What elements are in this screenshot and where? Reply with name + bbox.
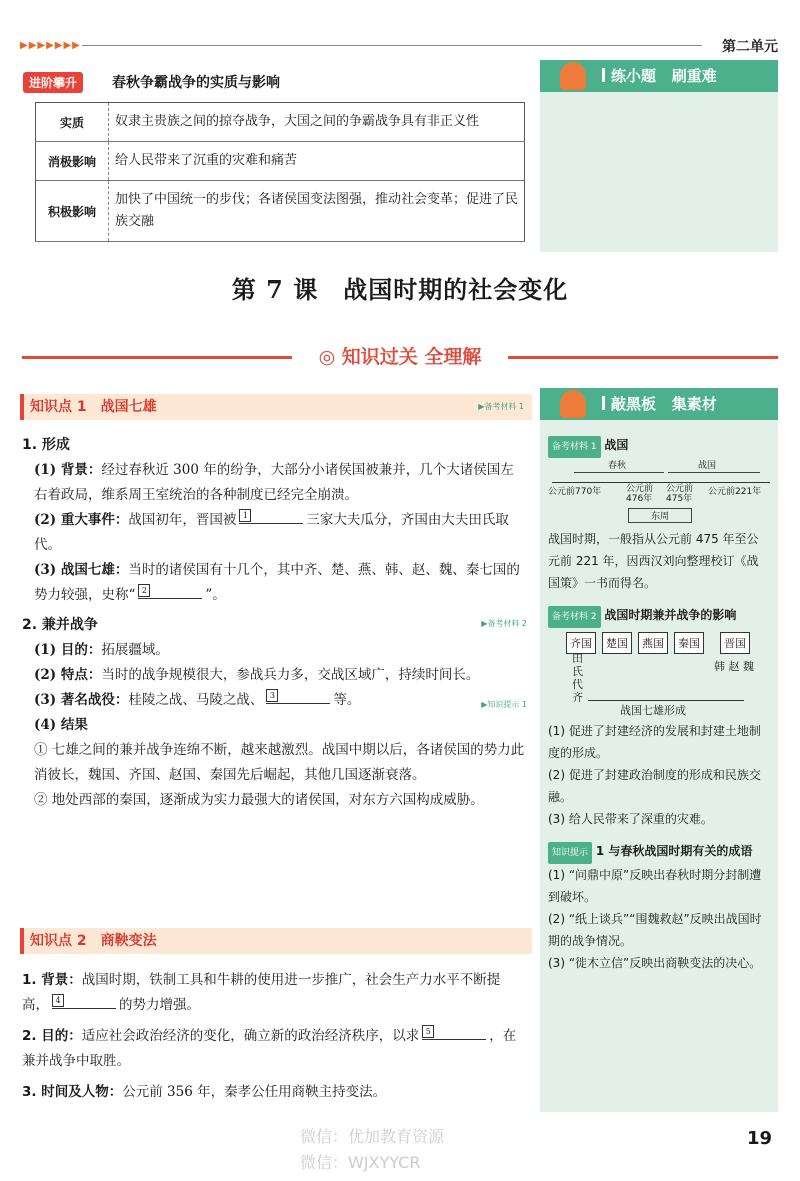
kp2-b1 — [22, 968, 527, 1018]
label: 3. 时间及人物： — [22, 1084, 123, 1100]
practice-panel-header — [540, 60, 778, 92]
text: 三家大夫瓜分，齐国由大夫田氏取代。 — [34, 512, 509, 553]
chunqiu-brace — [574, 472, 664, 473]
text: 桂陵之战、马陵之战、 — [128, 692, 264, 708]
state-chu: 楚国 — [602, 632, 632, 654]
tip-heading — [548, 840, 770, 864]
unit-label: 第二单元 — [722, 39, 778, 55]
state-qi: 齐国 — [566, 632, 596, 654]
banner-line-left — [22, 356, 292, 359]
text: 的势力增强。 — [119, 997, 200, 1013]
kp1-p1 — [22, 458, 527, 508]
blank-number: 2 — [138, 584, 150, 597]
row-body: 给人民带来了沉重的灾难和痛苦 — [109, 142, 525, 181]
text: 公元前 356 年，秦孝公任用商鞅主持变法。 — [122, 1084, 387, 1100]
kp1-p3 — [22, 558, 527, 608]
timeline-t4: 公元前221年 — [708, 487, 762, 497]
side-panel-header — [540, 388, 778, 420]
m1-title: 战国 — [604, 438, 629, 452]
side-subtitle: 集素材 — [671, 395, 717, 413]
label: (1) 背景： — [34, 462, 102, 478]
header-divider — [82, 45, 702, 46]
timeline-chunqiu: 春秋 — [608, 461, 627, 471]
practice-panel — [540, 60, 778, 252]
blank-2[interactable] — [138, 584, 202, 599]
advanced-badge: 进阶攀升 — [23, 72, 83, 93]
section-banner — [300, 342, 500, 369]
side-title: 敲黑板 — [611, 395, 657, 413]
text: 当时的诸侯国有十几个，其中齐、楚、燕、韩、赵、魏、秦七国的势力较强，史称“ — [34, 562, 520, 603]
formed-label: 战国七雄形成 — [620, 704, 686, 717]
label: 2. 目的： — [22, 1028, 82, 1044]
teacher-icon — [560, 390, 586, 418]
text: 当时的战争规模很大，参战兵力多，交战区域广，持续时间长。 — [101, 667, 480, 683]
m2-title: 战国时期兼并战争的影响 — [604, 608, 737, 622]
blank-1[interactable] — [239, 509, 303, 524]
advanced-table — [35, 102, 525, 242]
text: 战国初年，晋国被 — [128, 512, 237, 528]
practice-subtitle: 刷重难 — [671, 67, 717, 85]
label: (3) 战国七雄： — [34, 562, 129, 578]
m2-item: (2) 促进了封建政治制度的形成和民族交融。 — [548, 768, 761, 804]
timeline-zhanguo: 战国 — [698, 461, 717, 471]
side-content — [540, 420, 778, 974]
practice-title: 练小题 — [611, 67, 657, 85]
label: 1. 背景： — [22, 972, 82, 988]
kp1-w3 — [22, 688, 527, 713]
banner-swirl-icon: ◎ — [318, 346, 336, 368]
timeline-axis — [552, 482, 770, 483]
kp1-s2-row — [22, 614, 527, 634]
side-panel — [540, 388, 778, 1112]
row-body: 加快了中国统一的步伐；各诸侯国变法图强，推动社会变革；促进了民族交融 — [109, 181, 525, 242]
kp1-w2 — [22, 663, 527, 688]
kp1-s1-title: 1. 形成 — [22, 437, 70, 453]
text: 适应社会政治经济的变化，确立新的政治经济秩序，以求 — [81, 1028, 420, 1044]
header-decoration: ▶▶▶▶▶▶▶ — [20, 40, 81, 51]
timeline-t3: 公元前475年 — [666, 484, 694, 504]
merge-line — [588, 700, 744, 701]
kp2-title: 知识点 2 商鞅变法 — [30, 933, 157, 949]
m1-text: 战国时期，一般指从公元前 475 年至公元前 221 年，因西汉刘向整理校订《战国策》一书而得名。 — [548, 532, 759, 590]
timeline-t2: 公元前476年 — [626, 484, 654, 504]
student-icon — [560, 62, 586, 90]
divider-bar-icon — [602, 68, 605, 82]
kp2-b2 — [22, 1024, 527, 1074]
state-qin: 秦国 — [674, 632, 704, 654]
text: 拓展疆域。 — [101, 642, 169, 658]
label: (2) 特点： — [34, 667, 102, 683]
label: (2) 重大事件： — [34, 512, 129, 528]
page-number: 19 — [746, 1128, 772, 1149]
state-yan: 燕国 — [638, 632, 668, 654]
kp1-p2 — [22, 508, 527, 558]
states-diagram — [548, 628, 770, 720]
label: (1) 目的： — [34, 642, 102, 658]
kp1-w1 — [22, 638, 527, 663]
blank-number: 4 — [52, 994, 64, 1007]
kp2-body — [22, 968, 527, 1105]
table-row — [36, 142, 525, 181]
timeline-dongzhou: 东周 — [628, 508, 692, 523]
banner-line-right — [508, 356, 778, 359]
kp1-title: 知识点 1 战国七雄 — [30, 399, 157, 415]
label: (3) 著名战役： — [34, 692, 129, 708]
tip-title: 1 与春秋战国时期有关的成语 — [595, 844, 753, 858]
kp2-b3 — [22, 1080, 527, 1105]
kp1-w3-tip: ▶知识提示 1 — [481, 700, 527, 709]
m1-tag: 备考材料 1 — [548, 436, 601, 458]
kp1-body — [22, 434, 527, 813]
m2-tag: 备考材料 2 — [548, 606, 601, 628]
text: ，在兼并战争中取胜。 — [22, 1028, 517, 1069]
tip-item: (2) “纸上谈兵”“围魏救赵”反映出战国时期的战争情况。 — [548, 912, 762, 948]
blank-number: 1 — [239, 509, 251, 522]
m2-item: (3) 给人民带来了深重的灾难。 — [548, 812, 713, 826]
tianshi-label: 田氏代齐 — [572, 652, 583, 704]
kp1-header — [20, 394, 532, 420]
state-jin: 晋国 — [720, 632, 750, 654]
blank-5[interactable] — [422, 1025, 486, 1040]
kp1-r2: ② 地处西部的秦国，逐渐成为实力最强大的诸侯国，对东方六国构成威胁。 — [34, 792, 484, 808]
section-banner-text: 知识过关 全理解 — [341, 346, 482, 368]
watermark-line2: 微信：WJXYYCR — [300, 1153, 421, 1172]
m2-heading — [548, 604, 770, 628]
kp1-ref: ▶备考材料 1 — [478, 402, 524, 411]
row-head: 积极影响 — [36, 181, 109, 242]
kp1-s2-ref: ▶备考材料 2 — [481, 619, 527, 628]
blank-number: 3 — [266, 689, 278, 702]
kp1-s2-title: 2. 兼并战争 — [22, 617, 98, 633]
timeline-t1: 公元前770年 — [548, 487, 602, 497]
text: ”。 — [205, 587, 226, 603]
row-head: 实质 — [36, 103, 109, 142]
lesson-title: 第 7 课 战国时期的社会变化 — [231, 275, 569, 304]
text: 战国时期，铁制工具和牛耕的使用进一步推广，社会生产力水平不断提高， — [22, 972, 501, 1013]
tip-item: (1) “问鼎中原”反映出春秋时期分封制遭到破坏。 — [548, 868, 762, 904]
m1-heading — [548, 434, 770, 458]
blank-3[interactable] — [266, 689, 330, 704]
hanzhaowei-label: 韩 赵 魏 — [714, 660, 754, 673]
tip-item: (3) “徙木立信”反映出商鞅变法的决心。 — [548, 956, 762, 970]
divider-bar-icon — [602, 396, 605, 410]
row-head: 消极影响 — [36, 142, 109, 181]
blank-number: 5 — [422, 1025, 434, 1038]
table-row — [36, 181, 525, 242]
text: 经过春秋近 300 年的纷争，大部分小诸侯国被兼并，几个大诸侯国左右着政局，维系周王室统治的各种制度已经完全崩溃。 — [34, 462, 514, 503]
kp1-w4-label: (4) 结果 — [34, 717, 88, 733]
table-row — [36, 103, 525, 142]
watermark-line1: 微信：优加教育资源 — [300, 1127, 445, 1146]
m2-item: (1) 促进了封建经济的发展和封建土地制度的形成。 — [548, 724, 761, 760]
kp2-header — [20, 928, 532, 954]
zhanguo-brace — [668, 472, 760, 473]
row-body: 奴隶主贵族之间的掠夺战争，大国之间的争霸战争具有非正义性 — [109, 103, 525, 142]
tip-tag: 知识提示 — [548, 842, 592, 864]
timeline — [548, 458, 770, 528]
advanced-title: 春秋争霸战争的实质与影响 — [112, 75, 280, 91]
kp1-r1: ① 七雄之间的兼并战争连绵不断，越来越激烈。战国中期以后，各诸侯国的势力此消彼长，魏国、齐国、赵国、秦国先后崛起，其他几国逐渐衰落。 — [34, 742, 525, 783]
blank-4[interactable] — [52, 994, 116, 1009]
text: 等。 — [333, 692, 361, 708]
